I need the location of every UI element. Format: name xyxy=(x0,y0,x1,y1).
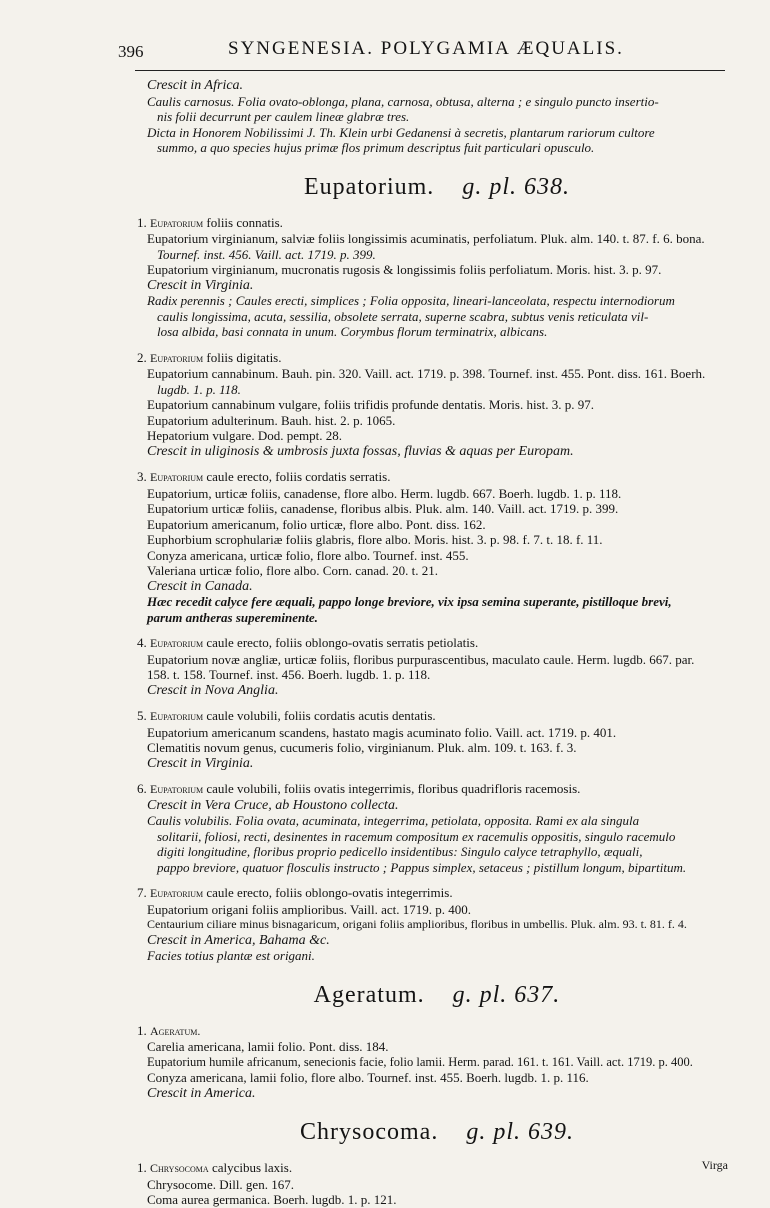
genus-name: Eupatorium. xyxy=(304,173,435,200)
species-genus-name: Eupatorium xyxy=(150,350,204,365)
species-genus-name: Eupatorium xyxy=(150,470,204,484)
description-line: Hæc recedit calyce fere æquali, pappo longe breviore, vix ipsa semina superante, pistilloque brevi, xyxy=(147,594,672,609)
synonym-line: Eupatorium virginianum, mucronatis rugosis & longissimis foliis perfoliatum. Moris. hist. 3. p. 97. xyxy=(147,262,662,277)
species-genus-name: Eupatorium xyxy=(150,782,204,796)
catchword: Virga xyxy=(701,1158,728,1172)
intro-block xyxy=(137,78,737,156)
synonym-line: lugdb. 1. p. 118. xyxy=(157,381,241,397)
species-entry xyxy=(137,1023,737,1102)
species-number: 4. xyxy=(137,635,147,650)
species-entry xyxy=(137,781,737,875)
habitat-line: Crescit in uliginosis & umbrosis juxta fossas, fluvias & aquas per Europam. xyxy=(147,443,574,459)
synonym-line: Eupatorium virginianum, salviæ foliis longissimis acuminatis, perfoliatum. Pluk. alm. 140. t. 87. f. 6. bona. xyxy=(147,231,705,246)
synonym-line: Clematitis novum genus, cucumeris folio, virginianum. Pluk. alm. 109. t. 163. f. 3. xyxy=(147,740,577,755)
genus-reference: g. pl. 639. xyxy=(466,1119,574,1145)
species-number: 1. xyxy=(137,1022,147,1038)
description-line: pappo breviore, quatuor flosculis instructo ; Pappus simplex, setaceus ; pistillum longum, bipartitum. xyxy=(157,859,687,875)
genus-heading-eupatorium xyxy=(137,174,737,201)
page-body xyxy=(137,78,737,1208)
synonym-line: Eupatorium, urticæ foliis, canadense, flore albo. Herm. lugdb. 667. Boerh. lugdb. 1. p. 118. xyxy=(147,485,622,501)
species-number: 2. xyxy=(137,349,147,365)
synonym-line: Centaurium ciliare minus bisnagaricum, origani foliis amplioribus, floribus in umbellis. Pluk. alm. 93. t. 81. f. 4. xyxy=(147,917,687,931)
synonym-line: Eupatorium americanum scandens, hastato magis acuminato folio. Vaill. act. 1719. p. 401. xyxy=(147,724,617,740)
species-entry xyxy=(137,469,737,625)
habitat-line: Crescit in America, Bahama &c. xyxy=(147,932,330,948)
species-genus-name: Eupatorium xyxy=(150,886,204,900)
species-entry xyxy=(137,885,737,964)
genus-heading-ageratum xyxy=(137,982,737,1009)
synonym-line: 158. t. 158. Tournef. inst. 456. Boerh. lugdb. 1. p. 118. xyxy=(147,667,431,682)
intro-line: summo, a quo species hujus primæ flos primum descriptus fuit particulari opusculo. xyxy=(157,140,595,155)
species-number: 7. xyxy=(137,885,147,900)
species-genus-name: Chrysocoma xyxy=(150,1161,209,1175)
synonym-line: Hepatorium vulgare. Dod. pempt. 28. xyxy=(147,428,342,443)
description-line: caulis longissima, acuta, sessilia, obsolete serrata, superne scabra, subtus venis reticulata vil- xyxy=(157,308,649,324)
description-line: Facies totius plantæ est origani. xyxy=(147,948,315,963)
intro-line: Crescit in Africa. xyxy=(147,78,244,93)
species-entry xyxy=(137,350,737,460)
genus-reference: g. pl. 637. xyxy=(452,981,561,1008)
synonym-line: Coma aurea germanica. Boerh. lugdb. 1. p. 121. xyxy=(147,1192,397,1207)
genus-heading-chrysocoma xyxy=(137,1119,737,1146)
synonym-line: Eupatorium urticæ foliis, canadense, floribus albis. Pluk. alm. 140. Vaill. act. 1719. p. 399. xyxy=(147,501,619,516)
synonym-line: Valeriana urticæ folio, flore albo. Corn. canad. 20. t. 21. xyxy=(147,563,438,578)
page-header xyxy=(118,38,718,64)
species-entry xyxy=(137,635,737,698)
description-line: parum antheras supereminente. xyxy=(147,609,318,625)
genus-reference: g. pl. 638. xyxy=(462,173,570,200)
species-genus-name: Eupatorium xyxy=(150,709,204,723)
species-genus-name: Eupatorium xyxy=(150,636,204,650)
synonym-line: Conyza americana, lamii folio, flore albo. Tournef. inst. 455. Boerh. lugdb. 1. p. 116. xyxy=(147,1070,589,1085)
synonym-line: Eupatorium cannabinum vulgare, foliis trifidis profunde dentatis. Moris. hist. 3. p. 97. xyxy=(147,397,594,412)
species-diagnosis: foliis connatis. xyxy=(206,214,283,230)
species-diagnosis: caule erecto, foliis oblongo-ovatis serratis petiolatis. xyxy=(206,635,479,650)
habitat-line: Crescit in Nova Anglia. xyxy=(147,682,279,698)
synonym-line: Eupatorium origani foliis amplioribus. Vaill. act. 1719. p. 400. xyxy=(147,901,471,917)
species-number: 1. xyxy=(137,1160,147,1175)
description-line: losa albida, basi connata in unum. Corymbus florum terminatrix, albicans. xyxy=(157,324,548,339)
species-genus-name: Eupatorium xyxy=(150,215,204,230)
synonym-line: Euphorbium scrophulariæ foliis glabris, flore albo. Moris. hist. 3. p. 98. f. 7. t. 18. f. 11. xyxy=(147,532,603,547)
species-diagnosis: caule volubili, foliis ovatis integerrimis, floribus quadrifloris racemosis. xyxy=(206,781,581,796)
synonym-line: Eupatorium adulterinum. Bauh. hist. 2. p. 1065. xyxy=(147,412,396,428)
genus-name: Chrysocoma. xyxy=(300,1119,439,1145)
description-line: Radix perennis ; Caules erecti, simplices ; Folia opposita, lineari-lanceolata, respectu internodiorum xyxy=(147,293,675,308)
habitat-line: Crescit in Canada. xyxy=(147,578,253,594)
running-title: SYNGENESIA. POLYGAMIA ÆQUALIS. xyxy=(228,38,624,59)
species-diagnosis: caule volubili, foliis cordatis acutis dentatis. xyxy=(206,708,436,723)
synonym-line: Conyza americana, urticæ folio, flore albo. Tournef. inst. 455. xyxy=(147,547,469,563)
species-number: 5. xyxy=(137,708,147,723)
habitat-line: Crescit in Vera Cruce, ab Houstono collecta. xyxy=(147,797,399,813)
species-number: 3. xyxy=(137,469,147,484)
synonym-line: Eupatorium novæ angliæ, urticæ foliis, floribus purpurascentibus, maculato caule. Herm. lugdb. 667. par. xyxy=(147,651,695,667)
intro-line: Dicta in Honorem Nobilissimi J. Th. Klein urbi Gedanensi à secretis, plantarum rariorum cultore xyxy=(147,124,655,140)
species-entry xyxy=(137,215,737,340)
intro-line: nis folii decurrunt per caulem lineæ glabræ tres. xyxy=(157,109,410,124)
synonym-line: Eupatorium cannabinum. Bauh. pin. 320. Vaill. act. 1719. p. 398. Tournef. inst. 455. Pont. diss. 161. Boerh. xyxy=(147,366,706,381)
description-line: digiti longitudine, floribus proprio pedicello insidentibus: Singulo calyce tetraphyllo, æquali, xyxy=(157,844,643,859)
species-diagnosis: caule erecto, foliis oblongo-ovatis integerrimis. xyxy=(206,885,453,900)
synonym-line: Eupatorium humile africanum, senecionis facie, folio lamii. Herm. parad. 161. t. 161. Vaill. act. 1719. p. 400. xyxy=(147,1054,693,1069)
species-number: 1. xyxy=(137,214,147,230)
species-genus-name: Ageratum. xyxy=(150,1023,201,1038)
synonym-line: Tournef. inst. 456. Vaill. act. 1719. p. 399. xyxy=(157,246,376,262)
description-line: Caulis volubilis. Folia ovata, acuminata, integerrima, petiolata, opposita. Rami ex ala singula xyxy=(147,813,640,828)
synonym-line: Chrysocome. Dill. gen. 167. xyxy=(147,1176,294,1192)
description-line: solitarii, foliosi, recti, desinentes in racemum compositum ex racemulis oppositis, singulo racemulo xyxy=(157,828,676,844)
species-diagnosis: caule erecto, foliis cordatis serratis. xyxy=(206,469,391,484)
genus-name: Ageratum. xyxy=(313,981,425,1008)
habitat-line: Crescit in America. xyxy=(147,1085,256,1101)
species-diagnosis: foliis digitatis. xyxy=(206,349,282,365)
intro-line: Caulis carnosus. Folia ovato-oblonga, plana, carnosa, obtusa, alterna ; e singulo puncto insertio- xyxy=(147,93,659,109)
habitat-line: Crescit in Virginia. xyxy=(147,755,254,771)
species-entry xyxy=(137,1160,737,1208)
page-number: 396 xyxy=(118,42,144,61)
synonym-line: Carelia americana, lamii folio. Pont. diss. 184. xyxy=(147,1039,389,1054)
habitat-line: Crescit in Virginia. xyxy=(147,277,254,293)
species-entry xyxy=(137,708,737,771)
synonym-line: Eupatorium americanum, folio urticæ, flore albo. Pont. diss. 162. xyxy=(147,516,486,532)
header-rule xyxy=(135,70,725,71)
species-diagnosis: calycibus laxis. xyxy=(211,1160,293,1175)
species-number: 6. xyxy=(137,781,147,796)
